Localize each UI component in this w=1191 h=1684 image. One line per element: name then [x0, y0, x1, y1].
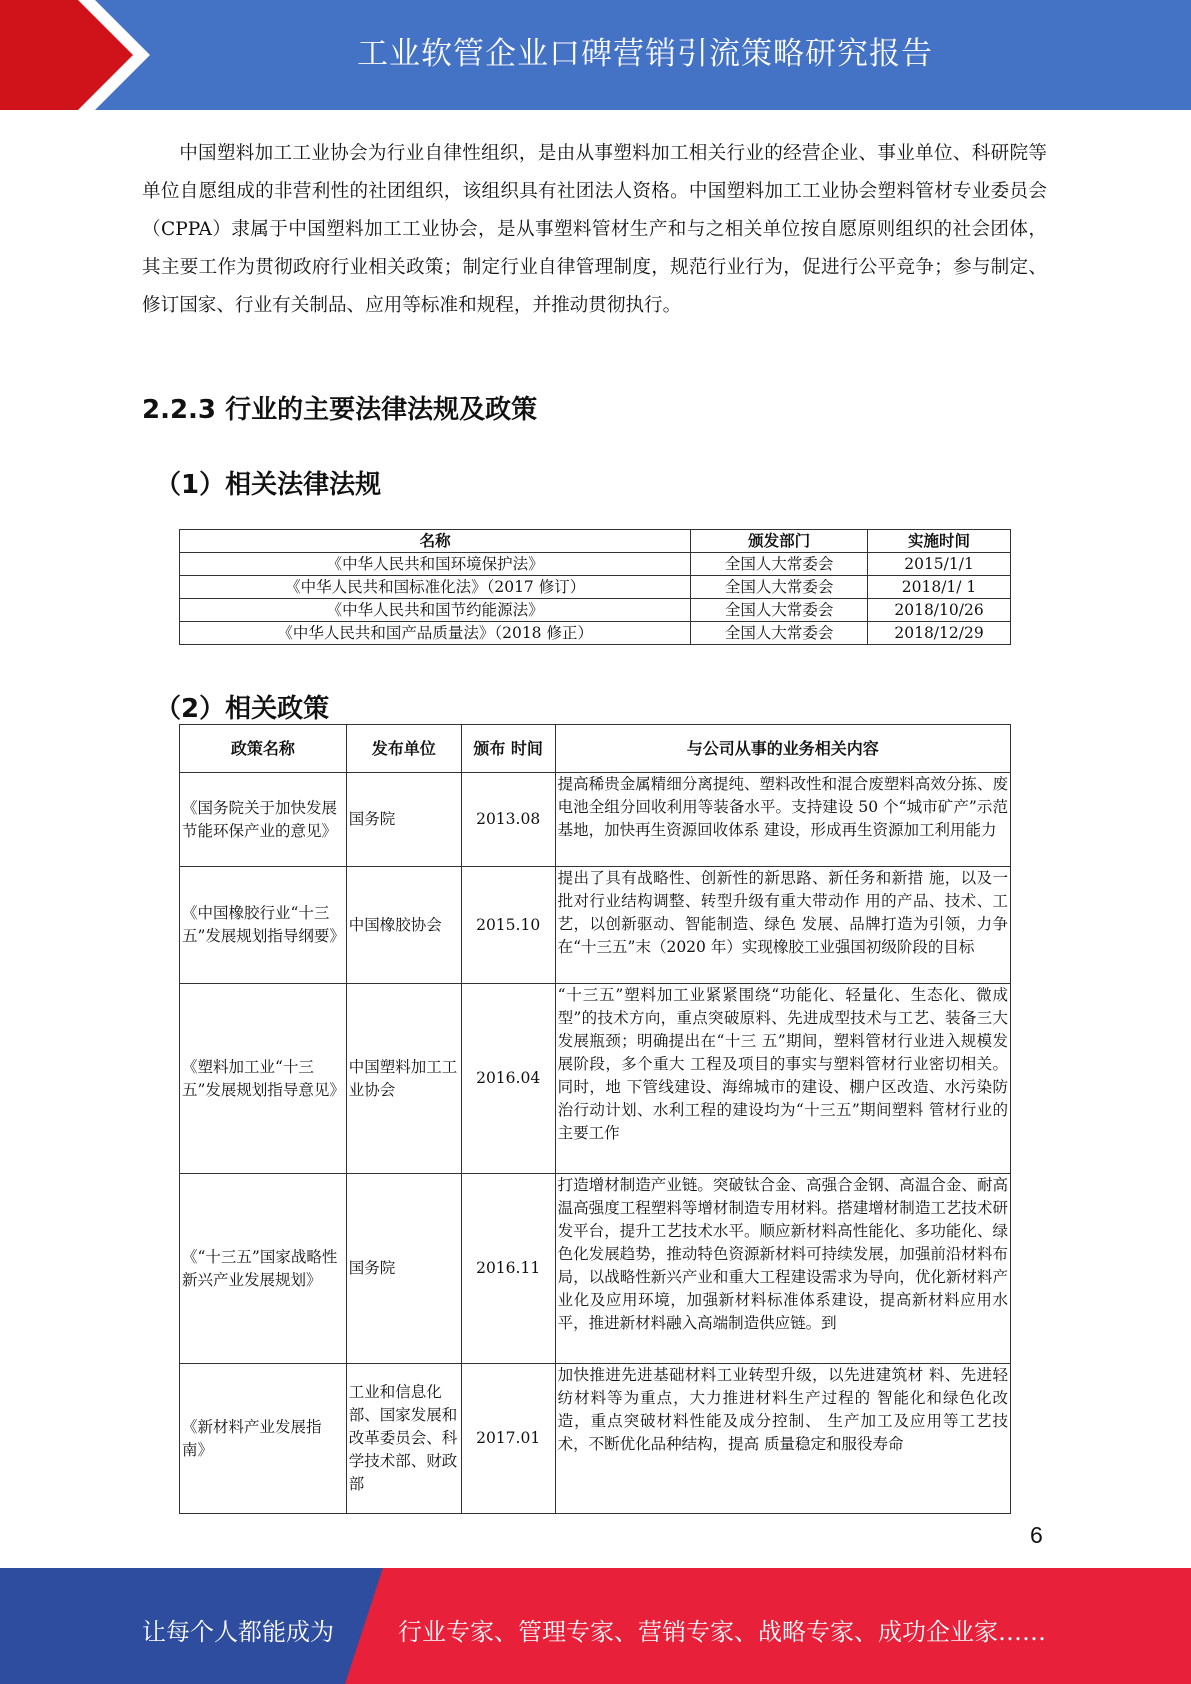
laws-header-row [180, 530, 1011, 553]
table-row [180, 599, 1011, 622]
policy-issuer: 国务院 [346, 1174, 461, 1364]
policy-date: 2015.10 [461, 867, 555, 984]
law-name: 《中华人民共和国节约能源法》 [180, 599, 691, 622]
law-name: 《中华人民共和国产品质量法》（2018 修正） [180, 622, 691, 645]
policy-content: 提出了具有战略性、创新性的新思路、新任务和新措 施，以及一批对行业结构调整、转型升级有重大带动作 用的产品、技术、工艺，以创新驱动、智能制造、绿色 发展、品牌打造为引领，力争在“十三五”末（2020 年）实现橡胶工业强国初级阶段的目标 [555, 867, 1010, 984]
law-date: 2018/1/ 1 [868, 576, 1011, 599]
policy-date: 2016.11 [461, 1174, 555, 1364]
laws-heading: （1）相关法律法规 [155, 470, 382, 500]
policy-date: 2017.01 [461, 1364, 555, 1514]
policies-header-issuer: 发布单位 [346, 725, 461, 773]
policy-date: 2016.04 [461, 984, 555, 1174]
policy-content: “十三五”塑料加工业紧紧围绕“功能化、轻量化、生态化、微成型”的技术方向，重点突破原料、先进成型技术与工艺、装备三大发展瓶颈；明确提出在“十三 五”期间，塑料管材行业进入规模发展阶段，多个重大 工程及项目的事实与塑料管材行业密切相关。同时，地 下管线建设、海绵城市的建设、棚户区改造、水污染防 治行动计划、水利工程的建设均为“十三五”期间塑料 管材行业的主要工作 [555, 984, 1010, 1174]
law-date: 2015/1/1 [868, 553, 1011, 576]
policy-name: 《“十三五”国家战略性新兴产业发展规划》 [180, 1174, 347, 1364]
footer-slogan-right: 行业专家、管理专家、营销专家、战略专家、成功企业家…… [398, 1618, 1046, 1646]
law-dept: 全国人大常委会 [691, 622, 868, 645]
policy-issuer: 中国塑料加工工业协会 [346, 984, 461, 1174]
policies-header-content: 与公司从事的业务相关内容 [555, 725, 1010, 773]
law-name: 《中华人民共和国标准化法》（2017 修订） [180, 576, 691, 599]
laws-header-name: 名称 [180, 530, 691, 553]
law-date: 2018/12/29 [868, 622, 1011, 645]
policy-content: 加快推进先进基础材料工业转型升级，以先进建筑材 料、先进轻纺材料等为重点，大力推进材料生产过程的 智能化和绿色化改造，重点突破材料性能及成分控制、 生产加工及应用等工艺技术，不断优化品种结构，提高 质量稳定和服役寿命 [555, 1364, 1010, 1514]
policies-header-date: 颁布 时间 [461, 725, 555, 773]
policy-name: 《塑料加工业“十三五”发展规划指导意见》 [180, 984, 347, 1174]
law-name: 《中华人民共和国环境保护法》 [180, 553, 691, 576]
intro-paragraph: 中国塑料加工工业协会为行业自律性组织，是由从事塑料加工相关行业的经营企业、事业单位、科研院等单位自愿组成的非营利性的社团组织，该组织具有社团法人资格。中国塑料加工工业协会塑料管材专业委员会（CPPA）隶属于中国塑料加工工业协会，是从事塑料管材生产和与之相关单位按自愿原则组织的社会团体，其主要工作为贯彻政府行业相关政策；制定行业自律管理制度，规范行业行为，促进行公平竞争；参与制定、修订国家、行业有关制品、应用等标准和规程，并推动贯彻执行。 [142, 143, 1047, 316]
section-heading: 2.2.3 行业的主要法律法规及政策 [142, 395, 538, 425]
laws-table [179, 529, 1011, 645]
law-date: 2018/10/26 [868, 599, 1011, 622]
report-title: 工业软管企业口碑营销引流策略研究报告 [357, 36, 933, 72]
table-row [180, 576, 1011, 599]
header-arrow-decoration [0, 0, 160, 110]
policies-table [179, 724, 1011, 1514]
policy-issuer: 国务院 [346, 773, 461, 867]
policies-header-name: 政策名称 [180, 725, 347, 773]
table-row [180, 773, 1011, 867]
table-row [180, 984, 1011, 1174]
policy-issuer: 工业和信息化部、国家发展和改革委员会、科学技术部、财政部 [346, 1364, 461, 1514]
policy-content: 打造增材制造产业链。突破钛合金、高强合金钢、高温合金、耐高温高强度工程塑料等增材制造专用材料。搭建增材制造工艺技术研发平台，提升工艺技术水平。顺应新材料高性能化、多功能化、绿色化发展趋势，推动特色资源新材料可持续发展，加强前沿材料布局，以战略性新兴产业和重大工程建设需求为导向，优化新材料产业化及应用环境，加强新材料标准体系建设，提高新材料应用水平，推进新材料融入高端制造供应链。到 [555, 1174, 1010, 1364]
table-row [180, 1174, 1011, 1364]
table-row [180, 553, 1011, 576]
policies-header-row [180, 725, 1011, 773]
policy-name: 《国务院关于加快发展节能环保产业的意见》 [180, 773, 347, 867]
laws-header-dept: 颁发部门 [691, 530, 868, 553]
policies-heading: （2）相关政策 [155, 694, 330, 724]
table-row [180, 867, 1011, 984]
policy-name: 《中国橡胶行业“十三五”发展规划指导纲要》 [180, 867, 347, 984]
page-number: 6 [1030, 1522, 1043, 1548]
footer-slogan-left: 让每个人都能成为 [142, 1618, 334, 1646]
laws-header-date: 实施时间 [868, 530, 1011, 553]
table-row [180, 622, 1011, 645]
policy-name: 《新材料产业发展指南》 [180, 1364, 347, 1514]
table-row [180, 1364, 1011, 1514]
law-dept: 全国人大常委会 [691, 599, 868, 622]
policy-date: 2013.08 [461, 773, 555, 867]
policy-issuer: 中国橡胶协会 [346, 867, 461, 984]
law-dept: 全国人大常委会 [691, 576, 868, 599]
policy-content: 提高稀贵金属精细分离提纯、塑料改性和混合废塑料高效分拣、废电池全组分回收利用等装备水平。支持建设 50 个“城市矿产”示范基地，加快再生资源回收体系 建设，形成再生资源加工利用能力 [555, 773, 1010, 867]
law-dept: 全国人大常委会 [691, 553, 868, 576]
